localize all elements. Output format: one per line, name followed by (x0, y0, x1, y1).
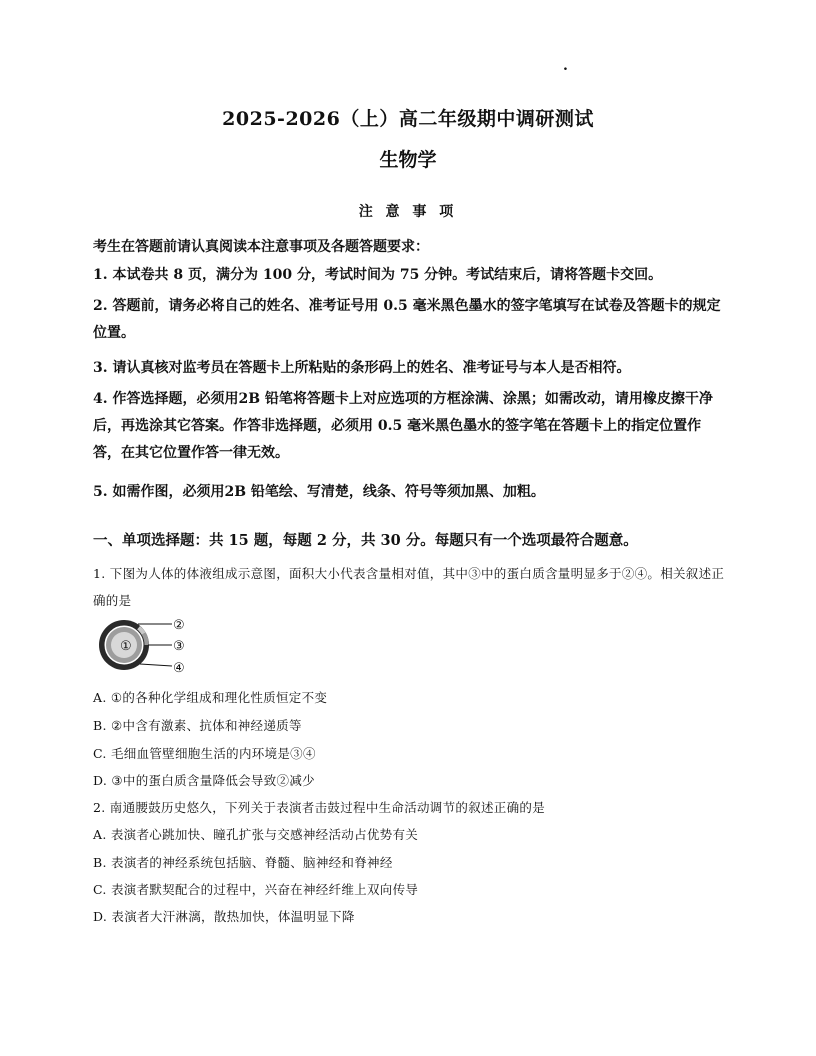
question-1-stem: 1. 下图为人体的体液组成示意图，面积大小代表含量相对值，其中③中的蛋白质含量明显多于②④。相关叙述正确的是 (93, 566, 725, 608)
question-2-option-c: C. 表演者默契配合的过程中，兴奋在神经纤维上双向传导 (93, 882, 419, 897)
question-2-stem: 2. 南通腰鼓历史悠久，下列关于表演者击鼓过程中生命活动调节的叙述正确的是 (93, 800, 546, 815)
notice-heading: 注 意 事 项 (358, 204, 458, 220)
exam-subject: 生物学 (379, 149, 437, 171)
question-1-option-c: C. 毛细血管壁细胞生活的内环境是③④ (93, 746, 316, 761)
exam-title: 2025-2026（上）高二年级期中调研测试 (222, 108, 594, 130)
notice-item: 5. 如需作图，必须用2B 铅笔绘、写清楚，线条、符号等须加黑、加粗。 (93, 484, 545, 500)
question-2-option-a: A. 表演者心跳加快、瞳孔扩张与交感神经活动占优势有关 (93, 827, 419, 842)
label-3: ③ (173, 639, 185, 654)
notice-item: 1. 本试卷共 8 页，满分为 100 分，考试时间为 75 分钟。考试结束后，请将答题卡交回。 (93, 267, 663, 283)
notice-item: 2. 答题前，请务必将自己的姓名、准考证号用 0.5 毫米黑色墨水的签字笔填写在试卷及答题卡的规定位置。 (93, 298, 721, 341)
body-fluid-diagram (96, 612, 196, 678)
question-1-option-d: D. ③中的蛋白质含量降低会导致②减少 (93, 773, 315, 788)
question-1-option-b: B. ②中含有激素、抗体和神经递质等 (93, 718, 302, 733)
question-2-option-d: D. 表演者大汗淋漓，散热加快，体温明显下降 (93, 909, 355, 924)
question-2-option-b: B. 表演者的神经系统包括脑、脊髓、脑神经和脊神经 (93, 855, 393, 870)
notice-item: 3. 请认真核对监考员在答题卡上所粘贴的条形码上的姓名、准考证号与本人是否相符。 (93, 360, 631, 376)
section-heading: 一、单项选择题：共 15 题，每题 2 分，共 30 分。每题只有一个选项最符合题意。 (93, 532, 638, 549)
label-1: ① (120, 639, 132, 654)
label-4: ④ (173, 661, 185, 676)
notice-intro: 考生在答题前请认真阅读本注意事项及各题答题要求： (93, 239, 429, 255)
top-dot-mark: . (563, 58, 568, 74)
notice-item: 4. 作答选择题，必须用2B 铅笔将答题卡上对应选项的方框涂满、涂黑；如需改动，请用橡皮擦干净后，再选涂其它答案。作答非选择题，必须用 0.5 毫米黑色墨水的签字笔在答题卡上的指定位置作答，在其它位置作答一律无效。 (93, 391, 713, 461)
label-2: ② (173, 618, 185, 633)
question-1-option-a: A. ①的各种化学组成和理化性质恒定不变 (93, 690, 328, 705)
